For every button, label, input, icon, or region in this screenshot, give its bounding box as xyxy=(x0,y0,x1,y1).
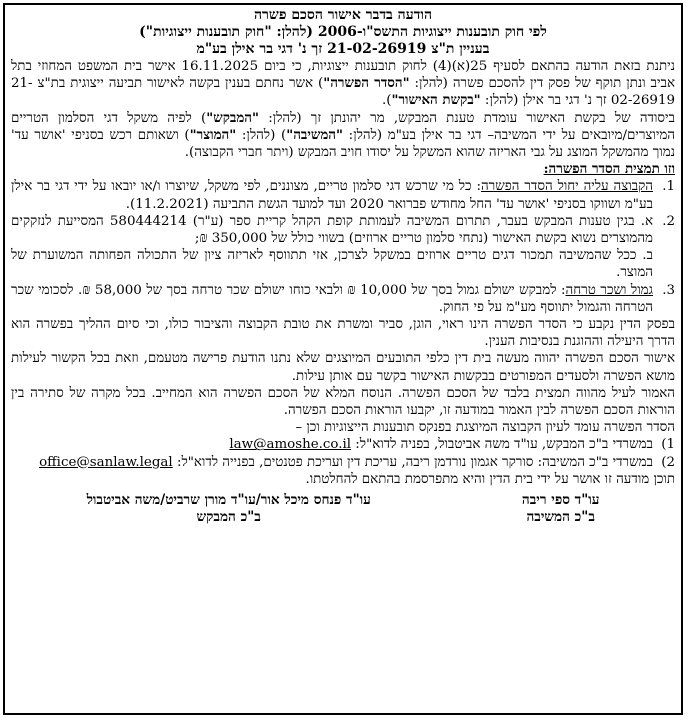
ruling-paragraph: בפסק הדין נקבע כי הסדר הפשרה הינו ראוי, הוגן, סביר ומשרת את טובת הקבוצה והציבור כולו, וכי סיום ההליך בפשרה הוא הדרך היעילה וההוגנת בנסיבות הענין. xyxy=(11,317,675,350)
settlement-item-2: 2. א. בגין טענות המבקש בעבר, תתרום המשיבה לעמותת קופת הקהל קריית ספר (ע"ר) 580444214 המסייעת לנזקקים מהמוצרים נשוא בקשת האישור (נתחי סלמון טריים ארוזים) בשווי כולל של 350,000 ₪; xyxy=(11,213,675,247)
applicant-lawyers-role: ב"כ המבקש xyxy=(196,509,261,526)
intro-paragraph: ניתנת בזאת הודעה בהתאם לסעיף 25(א)(4) לחוק תובענות ייצוגיות, כי ביום 16.11.2025 אישר בית המשפט המחוזי בתל אביב ונתן תוקף של פסק דין להסכם פשרה (להלן: "הסדר הפשרה") אשר נחתם בענין בקשה לאישור תביעה ייצוגית בת"צ 21-02-26919 זך נ' דגי בר אילן (להלן: "בקשת האישור"). xyxy=(11,59,675,109)
legal-notice xyxy=(3,3,683,715)
contact-item-1: 1) במשרדי ב"כ המבקש, עו"ד משה אביטבול, בפניה לדוא"ל: law@amoshe.co.il xyxy=(229,437,675,453)
res-judicata-paragraph: אישור הסכם הפשרה יהווה מעשה בית דין כלפי התובעים המיוצגים שלא נתנו הודעת פרישה מטעמם, וזאת בכל הקשור לעילות מושא הפשרה ולסעדים המפורטים בבקשות האישור בקשר עם אותן עילות. xyxy=(11,351,675,384)
settlement-item-1: 1. הקבוצה עליה יחול הסדר הפשרה: כל מי שרכש דגי סלמון טריים, מצוננים, לפי משקל, שיוצרו ו/או יובאו על ידי דגי בר אילן בע"מ ושווקו בסניפי 'אושר עד' החל מחודש פברואר 2020 ועד למועד הגשת התביעה (11.2.2021). xyxy=(11,179,675,212)
notice-title: הודעה בדבר אישור הסכם פשרה xyxy=(253,7,433,23)
section-title: וזו תמצית הסדר הפשרה: xyxy=(543,161,675,178)
applicant-signature xyxy=(87,492,371,526)
notice-law-reference: לפי חוק תובענות ייצוגיות התשס"ו-2006 (להלן: "חוק תובענות ייצוגיות") xyxy=(139,24,547,40)
applicant-lawyers-names: עו"ד פנחס מיכל אור/עו"ד מורן שרביט/משה אביטבול xyxy=(86,492,371,509)
settlement-item-2a: א. בגין טענות המבקש בעבר, תתרום המשיבה לעמותת קופת הקהל קריית ספר (ע"ר) 580444214 המסייעת לנזקקים מהמוצרים נשוא בקשת האישור (נתחי סלמון טריים ארוזים) בשווי כולל של 350,000 ₪; xyxy=(11,213,653,247)
closing-statement: תוכן מודעה זו אושר על ידי בית הדין והיא מתפרסמת בהתאם להחלטתו. xyxy=(305,471,675,487)
summary-disclaimer-paragraph: האמור לעיל מהווה תמצית בלבד של הסכם הפשרה. הנוסח המלא של הסכם הפשרה הוא המחייב. בכל מקרה של סתירה בין הוראות הסכם הפשרה לבין האמור במודעה זו, יקבעו הוראות הסכם הפשרה. xyxy=(11,385,675,419)
respondent-email-link[interactable]: office@sanlaw.legal xyxy=(39,454,173,470)
availability-paragraph: הסדר הפשרה עומד לעיון הקבוצה המיוצגת בפנקס תובענות הייצוגיות וכן – xyxy=(295,420,675,436)
settlement-item-3: 3. גמול ושכר טרחה: למבקש ישולם גמול בסך של 10,000 ₪ ולבאי כוחו ישולם שכר טרחה בסך של 58,000 ₪. לסכומי שכר הטרחה והגמול יתווסף מע"מ על פי החוק. xyxy=(11,282,675,315)
respondent-signature xyxy=(522,492,600,526)
notice-case-reference: בעניין ת"צ 21-02-26919 זך נ' דגי בר אילן בע"מ xyxy=(196,41,490,57)
respondent-lawyer-name: עו"ד ספי ריבה xyxy=(521,492,600,509)
respondent-lawyer-role: ב"כ המשיבה xyxy=(526,509,595,526)
contact-item-2: 2) במשרדי ב"כ המשיבה: סורקר אגמון נורדמן ריבה, עריכת דין ועריכת פטנטים, בפנייה לדוא"ל: office@sanlaw.legal xyxy=(39,454,675,470)
background-paragraph: ביסודה של בקשת האישור עומדת טענת המבקש, מר יהונתן זך (להלן: "המבקש") לפיה משקל דגי הסלמון הטריים המיוצרים/מיובאים על ידי המשיבה– דגי בר אילן בע"מ (להלן: "המשיבה") (להלן: "המוצר") ושאותם רכש בסניפי 'אושר עד' נמוך מהמשקל המוצג על גבי האריזה שהוא המשקל על יסודו חויב המבקש (ויתר חברי הקבוצה). xyxy=(11,109,675,161)
settlement-item-2b: ב. ככל שהמשיבה תמכור דגים טריים ארוזים במשקל לצרכן, אזי תתווסף לאריזה ציון של התכולה הפחותה המשוערת של המוצר. xyxy=(11,248,653,281)
signatures xyxy=(11,492,675,526)
applicant-email-link[interactable]: law@amoshe.co.il xyxy=(229,437,352,453)
